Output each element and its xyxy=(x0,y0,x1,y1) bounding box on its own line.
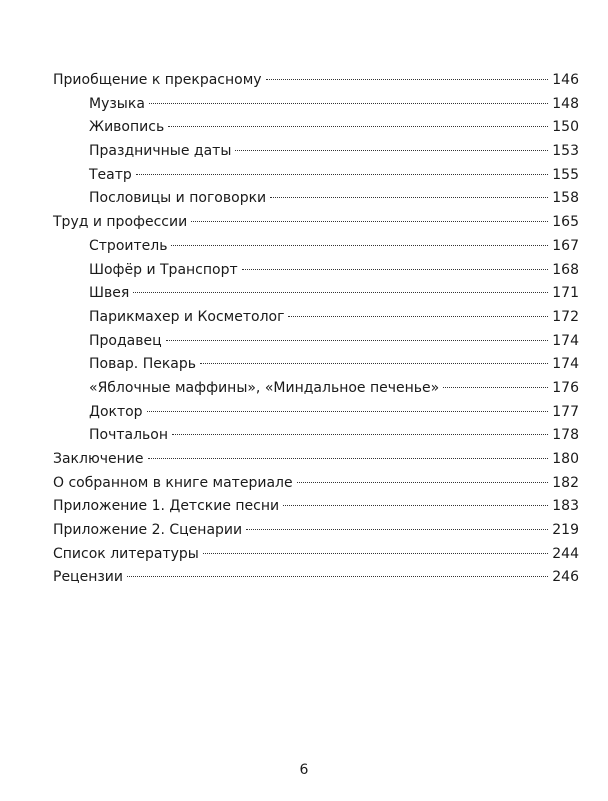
toc-entry-page: 146 xyxy=(552,72,579,88)
toc-subentry xyxy=(53,140,579,164)
toc-entry xyxy=(53,69,579,93)
toc-entry-title: Живопись xyxy=(89,119,165,136)
toc-entry-page: 180 xyxy=(552,451,579,467)
toc-entry-title: Праздничные даты xyxy=(89,143,232,160)
toc-entry-page: 153 xyxy=(552,143,579,160)
toc-entry xyxy=(53,495,579,519)
toc-entry-page: 178 xyxy=(552,427,579,444)
toc-entry-title: Пословицы и поговорки xyxy=(89,190,267,207)
toc-subentry xyxy=(53,424,579,448)
dot-leader xyxy=(149,103,548,104)
page-number: 6 xyxy=(299,762,309,778)
toc-entry-page: 219 xyxy=(552,522,579,539)
toc-entry-page: 174 xyxy=(552,356,579,373)
dot-leader xyxy=(127,576,548,577)
toc-entry-title: Шофёр и Транспорт xyxy=(89,261,238,278)
toc-entry-page: 155 xyxy=(552,166,579,183)
toc-subentry xyxy=(53,401,579,425)
toc-entry xyxy=(53,519,579,543)
dot-leader xyxy=(297,482,549,483)
toc-entry-title: Продавец xyxy=(89,332,162,349)
toc-entry-page: 172 xyxy=(552,308,579,325)
table-of-contents xyxy=(53,69,579,590)
toc-entry-page: 158 xyxy=(552,190,579,207)
toc-entry-title: Почтальон xyxy=(89,427,169,444)
dot-leader xyxy=(283,505,548,506)
toc-subentry xyxy=(53,164,579,188)
dot-leader xyxy=(270,197,548,198)
dot-leader xyxy=(200,363,548,364)
toc-subentry xyxy=(53,259,579,283)
dot-leader xyxy=(172,434,548,435)
toc-entry-title: Приложение 2. Сценарии xyxy=(53,522,243,539)
toc-entry xyxy=(53,543,579,567)
toc-entry-title: Приложение 1. Детские песни xyxy=(53,498,280,515)
toc-entry-title: Парикмахер и Косметолог xyxy=(89,308,285,325)
dot-leader xyxy=(266,79,549,80)
toc-entry-title: «Яблочные маффины», «Миндальное печенье» xyxy=(89,379,440,396)
toc-entry-title: Приобщение к прекрасному xyxy=(53,72,262,88)
toc-entry-title: Театр xyxy=(89,166,132,183)
toc-entry-page: 168 xyxy=(552,261,579,278)
dot-leader xyxy=(136,174,548,175)
toc-subentry xyxy=(53,330,579,354)
dot-leader xyxy=(148,458,549,459)
toc-entry-page: 171 xyxy=(552,285,579,302)
toc-subentry xyxy=(53,235,579,259)
toc-entry-title: Список литературы xyxy=(53,545,199,562)
dot-leader xyxy=(203,553,548,554)
toc-entry-title: Швея xyxy=(89,285,130,302)
toc-entry xyxy=(53,211,579,235)
dot-leader xyxy=(246,529,548,530)
toc-entry-page: 176 xyxy=(552,379,579,396)
dot-leader xyxy=(166,340,549,341)
toc-entry-page: 167 xyxy=(552,237,579,254)
dot-leader xyxy=(443,387,548,388)
toc-entry-page: 165 xyxy=(552,214,579,231)
toc-entry xyxy=(53,448,579,472)
toc-subentry xyxy=(53,353,579,377)
toc-subentry xyxy=(53,306,579,330)
toc-entry-page: 177 xyxy=(552,403,579,420)
toc-entry-title: Музыка xyxy=(89,95,145,112)
dot-leader xyxy=(191,221,548,222)
toc-entry-title: Труд и профессии xyxy=(53,214,188,231)
toc-entry-title: О собранном в книге материале xyxy=(53,474,293,491)
dot-leader xyxy=(168,126,548,127)
toc-entry-page: 183 xyxy=(552,498,579,515)
dot-leader xyxy=(235,150,548,151)
toc-entry xyxy=(53,472,579,496)
toc-subentry xyxy=(53,187,579,211)
toc-subentry xyxy=(53,282,579,306)
dot-leader xyxy=(133,292,548,293)
toc-entry-title: Рецензии xyxy=(53,569,123,586)
dot-leader xyxy=(242,269,549,270)
dot-leader xyxy=(147,411,549,412)
toc-entry-page: 182 xyxy=(552,474,579,491)
toc-entry-page: 150 xyxy=(552,119,579,136)
toc-subentry xyxy=(53,93,579,117)
toc-entry-page: 174 xyxy=(552,332,579,349)
toc-subentry xyxy=(53,116,579,140)
toc-entry-title: Заключение xyxy=(53,451,144,467)
dot-leader xyxy=(288,316,548,317)
dot-leader xyxy=(171,245,548,246)
toc-entry xyxy=(53,566,579,590)
toc-entry-page: 246 xyxy=(552,569,579,586)
toc-entry-page: 148 xyxy=(552,95,579,112)
toc-subentry xyxy=(53,377,579,401)
toc-entry-title: Строитель xyxy=(89,237,168,254)
toc-entry-title: Доктор xyxy=(89,403,143,420)
toc-entry-page: 244 xyxy=(552,545,579,562)
toc-entry-title: Повар. Пекарь xyxy=(89,356,197,373)
